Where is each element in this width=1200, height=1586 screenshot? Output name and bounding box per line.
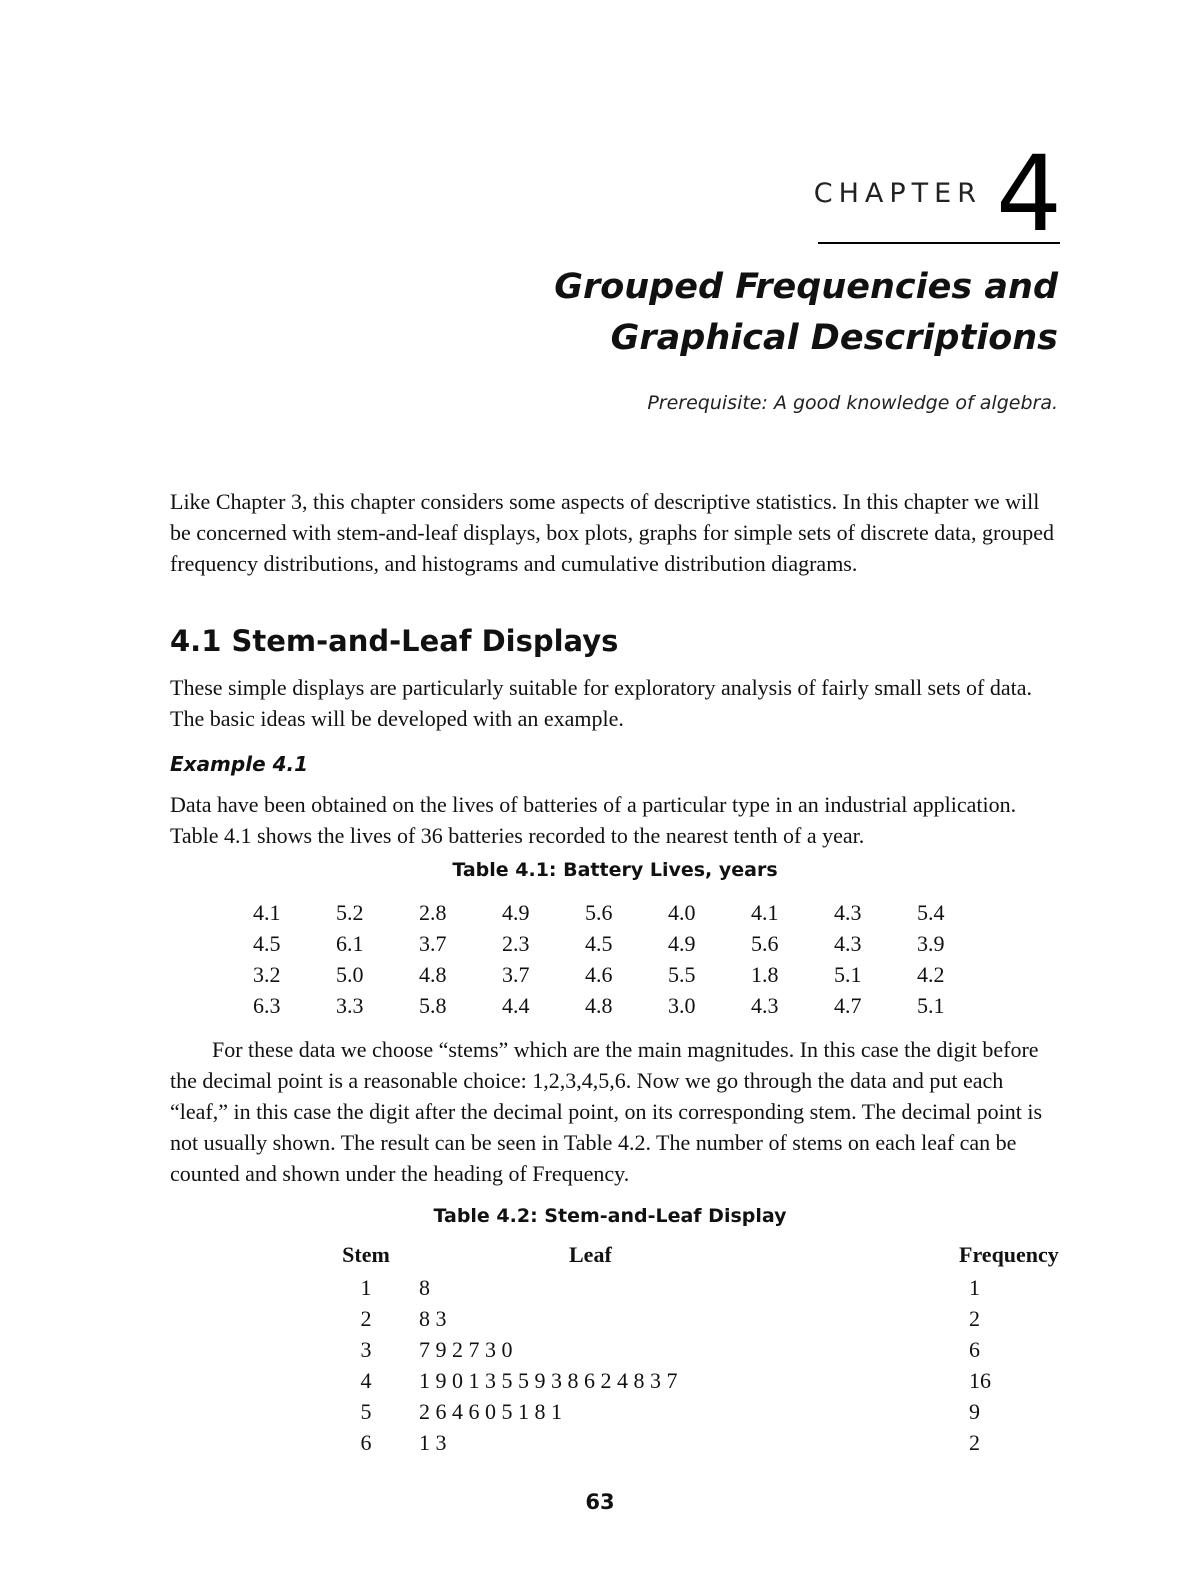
table-cell: 4.8 [419,961,447,987]
table-cell: 2.3 [502,930,530,956]
frequency-column-header: Frequency [959,1242,1059,1267]
page-number: 63 [585,1490,615,1514]
table-cell: 3.0 [668,992,696,1018]
section-intro-paragraph: These simple displays are particularly suitable for exploratory analysis of fairly small sets of data. The basic ideas will be developed with an example. [170,675,1033,731]
table-cell: 3.3 [336,992,364,1018]
frequency-cell: 9 [969,1398,980,1424]
table-cell: 2.8 [419,899,447,925]
chapter-title-line-2: Graphical Descriptions [610,318,1058,358]
table-4-2-caption: Table 4.2: Stem-and-Leaf Display [433,1205,787,1227]
stem-column-header: Stem [342,1242,390,1267]
intro-paragraph: Like Chapter 3, this chapter considers some aspects of descriptive statistics. In this chapter we will be concerned with stem-and-leaf displays, box plots, graphs for simple sets of discrete data, grouped frequency distributions, and histograms and cumulative distribution diagrams. [170,489,1055,576]
example-label: Example 4.1 [170,752,309,776]
stems-paragraph: For these data we choose “stems” which are the main magnitudes. In this case the digit before the decimal point is a reasonable choice: 1,2,3,4,5,6. Now we go through the data and put each “leaf,” in this case the digit after the decimal point, on its corresponding stem. The decimal point is not usually shown. The result can be seen in Table 4.2. The number of stems on each leaf can be counted and shown under the heading of Frequency. [170,1037,1043,1186]
table-cell: 6.3 [253,992,281,1018]
table-cell: 4.0 [668,899,696,925]
table-row [253,928,1000,959]
table-header-row [335,1238,1119,1272]
stem-leaf-table [335,1238,1119,1458]
table-cell: 4.5 [585,930,613,956]
table-cell: 5.8 [419,992,447,1018]
table-cell: 5.4 [917,899,945,925]
table-cell: 5.6 [585,899,613,925]
table-cell: 4.9 [502,899,530,925]
table-cell: 6.1 [336,930,364,956]
table-cell: 5.6 [751,930,779,956]
stem-cell: 6 [360,1429,372,1455]
table-cell: 4.9 [668,930,696,956]
table-cell: 4.3 [834,930,862,956]
table-cell: 4.7 [834,992,862,1018]
table-cell: 4.5 [253,930,281,956]
frequency-cell: 2 [969,1305,980,1331]
table-4-1-caption: Table 4.1: Battery Lives, years [452,859,778,881]
chapter-label: CHAPTER [813,178,982,209]
table-row [335,1396,1119,1427]
section-heading: 4.1 Stem-and-Leaf Displays [170,624,619,658]
table-row [253,990,1000,1021]
stem-cell: 4 [360,1367,372,1393]
stem-cell: 3 [360,1336,372,1362]
leaf-cell: 2 6 4 6 0 5 1 8 1 [419,1398,562,1424]
chapter-title-line-1: Grouped Frequencies and [554,267,1058,307]
table-row [335,1427,1119,1458]
table-cell: 4.3 [751,992,779,1018]
table-row [335,1365,1119,1396]
leaf-column-header: Leaf [569,1242,612,1267]
table-cell: 4.1 [751,899,779,925]
table-cell: 1.8 [751,961,779,987]
table-cell: 4.4 [502,992,530,1018]
frequency-cell: 6 [969,1336,980,1362]
table-row [335,1334,1119,1365]
table-cell: 5.1 [917,992,945,1018]
table-cell: 5.1 [834,961,862,987]
table-cell: 3.7 [502,961,530,987]
table-cell: 4.6 [585,961,613,987]
prerequisite-note: Prerequisite: A good knowledge of algebra. [647,392,1058,414]
leaf-cell: 8 [419,1274,430,1300]
table-row [335,1272,1119,1303]
example-paragraph: Data have been obtained on the lives of batteries of a particular type in an industrial application. Table 4.1 shows the lives of 36 batteries recorded to the nearest tenth of a year. [170,792,1017,848]
table-cell: 3.7 [419,930,447,956]
frequency-cell: 2 [969,1429,980,1455]
table-cell: 5.2 [336,899,364,925]
chapter-title [554,262,1058,364]
stem-cell: 1 [360,1274,372,1300]
table-cell: 4.1 [253,899,281,925]
table-cell: 4.3 [834,899,862,925]
table-row [253,897,1000,928]
table-row [335,1303,1119,1334]
table-cell: 3.9 [917,930,945,956]
table-cell: 5.5 [668,961,696,987]
table-cell: 5.0 [336,961,364,987]
leaf-cell: 1 3 [419,1429,447,1455]
frequency-cell: 16 [969,1367,991,1393]
stem-cell: 5 [360,1398,372,1424]
table-row [253,959,1000,990]
chapter-number: 4 [995,133,1063,255]
leaf-cell: 1 9 0 1 3 5 5 9 3 8 6 2 4 8 3 7 [419,1367,678,1393]
frequency-cell: 1 [969,1274,980,1300]
battery-lives-table [253,897,1000,1021]
chapter-rule [818,242,1060,244]
stem-cell: 2 [360,1305,372,1331]
table-cell: 3.2 [253,961,281,987]
table-cell: 4.8 [585,992,613,1018]
leaf-cell: 7 9 2 7 3 0 [419,1336,513,1362]
leaf-cell: 8 3 [419,1305,447,1331]
table-cell: 4.2 [917,961,945,987]
